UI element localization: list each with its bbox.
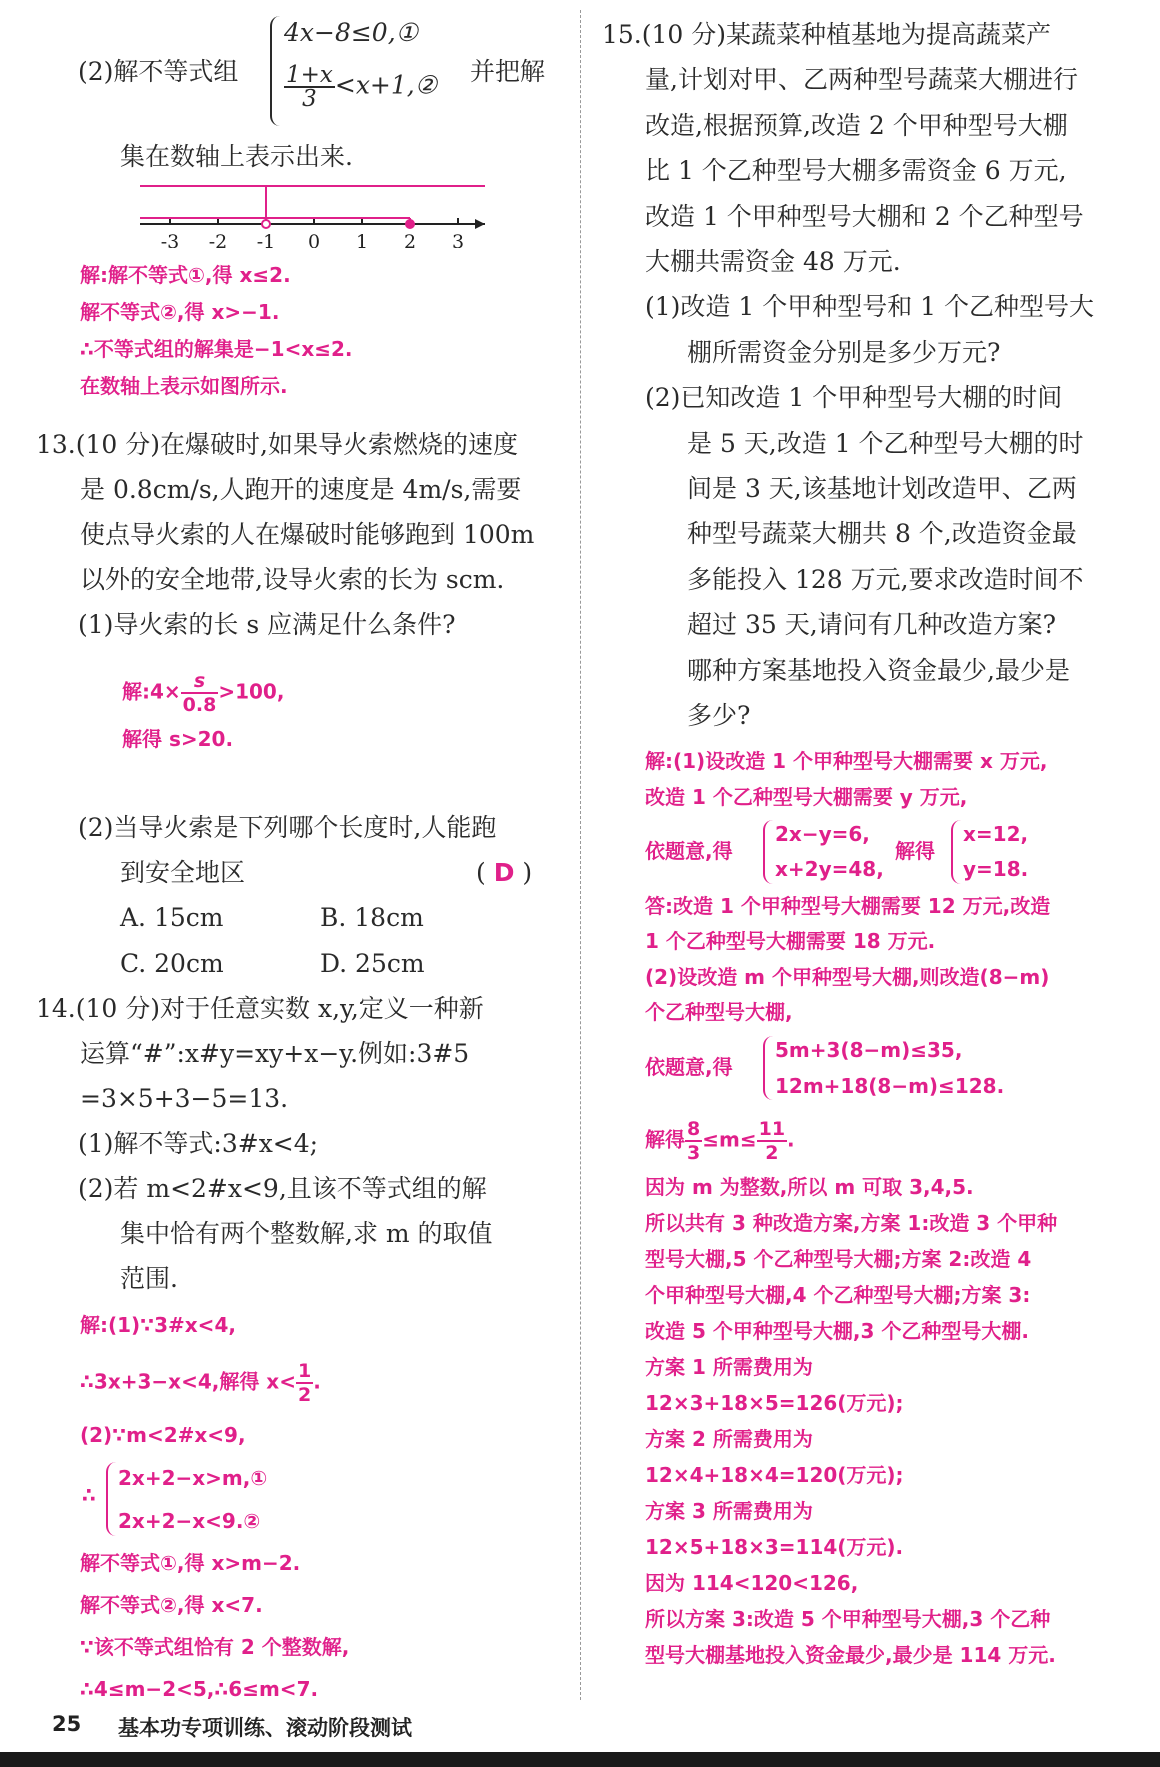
a12-line: 解:解不等式①,得 x≤2. (80, 263, 291, 287)
q15-solve-range: 解得 $\frac{8}{3}$ ≤m≤ $\frac{11}{2}$ . (645, 1118, 795, 1164)
q15-sys1-mid: 解得 (895, 839, 935, 863)
a14rest-line: ∴4≤m−2<5,∴6≤m<7. (80, 1677, 319, 1701)
q14-answer-line3: (2)∵m<2#x<9, (80, 1423, 246, 1447)
q14-line: =3×5+3−5=13. (80, 1084, 289, 1113)
q13-answer-1-line1: 解:4× $\frac{s}{0.8}$ >100, (122, 670, 285, 716)
q15-sys1-label: 依题意,得 (645, 839, 733, 863)
q15-part2-line2: 个乙种型号大棚, (645, 1000, 793, 1024)
number-line-arrow (475, 219, 485, 229)
a14rest-line: 解不等式①,得 x>m−2. (80, 1551, 301, 1575)
q12-ineq-2: $\frac{1+x}{3}$ <x+1,② (286, 62, 438, 112)
q13-answer-letter: D (493, 858, 515, 887)
q14-answer-line1: 解:(1)∵3#x<4, (80, 1313, 236, 1337)
q15-line: (1)改造 1 个甲种型号和 1 个乙种型号大 (645, 292, 1095, 322)
column-divider (580, 10, 581, 1700)
q14-line: (1)解不等式:3#x<4; (78, 1129, 319, 1158)
q15-line: 超过 35 天,请问有几种改造方案? (687, 610, 1057, 640)
number-line (140, 178, 500, 248)
q15-ans1-line1: 答:改造 1 个甲种型号大棚需要 12 万元,改造 (645, 894, 1051, 918)
q14-sys-mark: ∴ (82, 1483, 96, 1507)
q15-answer-intro-2: 改造 1 个乙种型号大棚需要 y 万元, (645, 785, 968, 809)
q12-ineq-1: 4x−8≤0,① (284, 18, 419, 47)
q15-line: 多能投入 128 万元,要求改造时间不 (687, 564, 1084, 594)
a15rest-line: 个甲种型号大棚,4 个乙种型号大棚;方案 3: (645, 1283, 1031, 1307)
a15rest-line: 所以共有 3 种改造方案,方案 1:改造 3 个甲种 (645, 1211, 1058, 1235)
a15rest-line: 12×4+18×4=120(万元); (645, 1463, 904, 1487)
q13-line: (1)导火索的长 s 应满足什么条件? (78, 610, 456, 639)
q14-sys-2: 2x+2−x<9.② (118, 1509, 261, 1533)
q13-line: 是 0.8cm/s,人跑开的速度是 4m/s,需要 (80, 475, 522, 504)
q15-sol-y: y=18. (963, 857, 1029, 881)
q14-line: 14.(10 分)对于任意实数 x,y,定义一种新 (36, 994, 484, 1023)
q13-answer-1-line2: 解得 s>20. (122, 727, 234, 751)
q15-line: 种型号蔬菜大棚共 8 个,改造资金最 (687, 519, 1077, 549)
q15-sys1-brace (763, 820, 775, 884)
q15-line: 改造 1 个甲种型号大棚和 2 个乙种型号 (645, 201, 1084, 231)
a15rest-line: 所以方案 3:改造 5 个甲种型号大棚,3 个乙种 (645, 1607, 1051, 1631)
page-number: 25 (52, 1712, 82, 1736)
q15-line: 间是 3 天,该基地计划改造甲、乙两 (687, 474, 1077, 503)
q12-2-prefix: (2)解不等式组 (78, 57, 239, 86)
q14-line: 运算“#”:x#y=xy+x−y.例如:3#5 (80, 1039, 470, 1068)
a12-line: 解不等式②,得 x>−1. (80, 300, 280, 324)
a15rest-line: 改造 5 个甲种型号大棚,3 个乙种型号大棚. (645, 1319, 1029, 1343)
q15-answer-intro-1: 解:(1)设改造 1 个甲种型号大棚需要 x 万元, (645, 749, 1048, 773)
q15-sys2-eq2: 12m+18(8−m)≤128. (775, 1074, 1005, 1098)
q14-answer-brace (106, 1462, 118, 1536)
a15rest-line: 因为 m 为整数,所以 m 可取 3,4,5. (645, 1175, 974, 1199)
q15-line: 多少? (687, 701, 751, 730)
q15-sys2-label: 依题意,得 (645, 1055, 733, 1079)
q13-option-a: A. 15cm (120, 903, 224, 932)
q13-2-answer-paren: ( D ) (476, 858, 533, 887)
q13-line: 使点导火索的人在爆破时能够跑到 100m (80, 520, 535, 549)
q15-line: 大棚共需资金 48 万元. (645, 247, 901, 276)
a15rest-line: 12×5+18×3=114(万元). (645, 1535, 904, 1559)
a15rest-line: 方案 1 所需费用为 (645, 1355, 813, 1379)
q15-sys2-brace (763, 1036, 775, 1100)
q13-2-line1: (2)当导火索是下列哪个长度时,人能跑 (78, 813, 497, 842)
q15-ans1-line2: 1 个乙种型号大棚需要 18 万元. (645, 929, 936, 953)
q14-answer-line2: ∴3x+3−x<4,解得 x< $\frac{1}{2}$ . (80, 1360, 321, 1406)
a14rest-line: ∵该不等式组恰有 2 个整数解, (80, 1635, 350, 1659)
q13-line: 以外的安全地带,设导火索的长为 scm. (80, 565, 505, 594)
q15-part2-line1: (2)设改造 m 个甲种型号大棚,则改造(8−m) (645, 965, 1050, 989)
number-line-label: 0 (307, 231, 321, 248)
q13-option-c: C. 20cm (120, 949, 224, 978)
a15rest-line: 方案 2 所需费用为 (645, 1427, 813, 1451)
number-line-label: 3 (451, 231, 465, 248)
q15-sol-brace (951, 820, 963, 884)
number-line-label: -3 (160, 231, 180, 248)
number-line-label: -2 (208, 231, 228, 248)
q15-sys1-eq1: 2x−y=6, (775, 822, 870, 846)
q15-sys1-eq2: x+2y=48, (775, 857, 884, 881)
a15rest-line: 型号大棚基地投入资金最少,最少是 114 万元. (645, 1643, 1056, 1667)
q13-line: 13.(10 分)在爆破时,如果导火索燃烧的速度 (36, 430, 518, 459)
q14-line: 集中恰有两个整数解,求 m 的取值 (120, 1219, 493, 1248)
q15-line: 比 1 个乙种型号大棚多需资金 6 万元, (645, 156, 1067, 186)
open-point (262, 220, 270, 228)
q15-line: 量,计划对甲、乙两种型号蔬菜大棚进行 (645, 65, 1078, 95)
closed-point (406, 220, 414, 228)
a15rest-line: 12×3+18×5=126(万元); (645, 1391, 904, 1415)
number-line-label: -1 (256, 231, 276, 248)
bottom-bar (0, 1752, 1160, 1767)
number-line-label: 1 (355, 231, 369, 248)
q14-line: (2)若 m<2#x<9,且该不等式组的解 (78, 1174, 487, 1203)
q15-sol-x: x=12, (963, 822, 1029, 846)
footer-title: 基本功专项训练、滚动阶段测试 (118, 1716, 412, 1740)
q15-sys2-eq1: 5m+3(8−m)≤35, (775, 1038, 963, 1062)
q15-line: 哪种方案基地投入资金最少,最少是 (687, 655, 1070, 685)
q14-line: 范围. (120, 1264, 178, 1293)
a14rest-line: 解不等式②,得 x<7. (80, 1593, 263, 1617)
q13-option-d: D. 25cm (320, 949, 425, 978)
q15-line: 是 5 天,改造 1 个乙种型号大棚的时 (687, 428, 1084, 458)
a15rest-line: 型号大棚,5 个乙种型号大棚;方案 2:改造 4 (645, 1247, 1032, 1271)
q12-2-suffix: 并把解 (470, 57, 546, 86)
q15-line: 15.(10 分)某蔬菜种植基地为提高蔬菜产 (602, 20, 1052, 49)
q15-line: 棚所需资金分别是多少万元? (687, 337, 1001, 367)
a12-line: 在数轴上表示如图所示. (80, 374, 288, 398)
q14-sys-1: 2x+2−x>m,① (118, 1466, 268, 1490)
q12-2-line2: 集在数轴上表示出来. (120, 142, 353, 171)
q15-line: 改造,根据预算,改造 2 个甲种型号大棚 (645, 110, 1068, 140)
q15-line: (2)已知改造 1 个甲种型号大棚的时间 (645, 383, 1063, 413)
a12-line: ∴不等式组的解集是−1<x≤2. (80, 337, 353, 361)
number-line-label: 2 (403, 231, 417, 248)
a15rest-line: 方案 3 所需费用为 (645, 1499, 813, 1523)
q13-option-b: B. 18cm (320, 903, 424, 932)
q13-2-line2: 到安全地区 (120, 858, 246, 887)
q12-system-brace (270, 16, 284, 126)
a15rest-line: 因为 114<120<126, (645, 1571, 859, 1595)
